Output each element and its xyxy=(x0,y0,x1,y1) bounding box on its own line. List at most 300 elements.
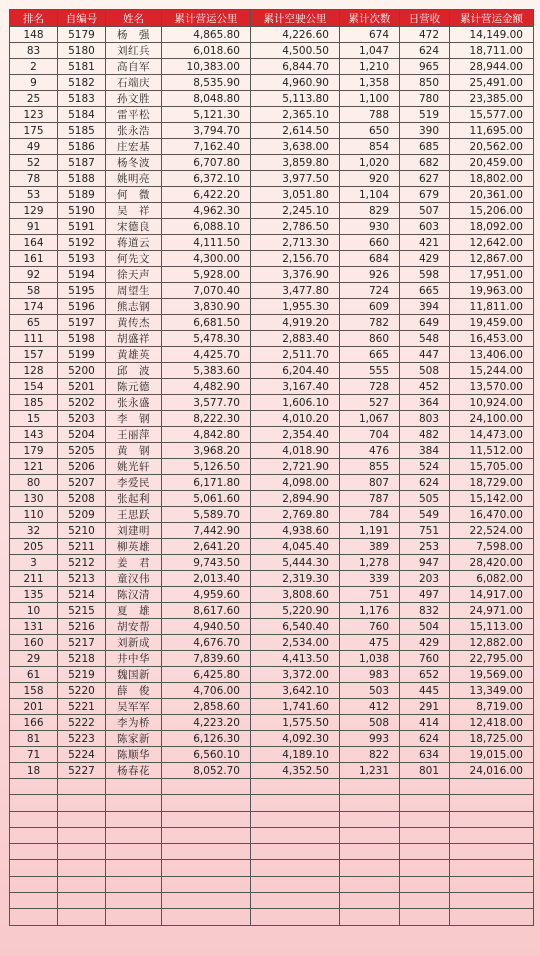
trip-count-cell: 993 xyxy=(340,731,400,747)
rank-cell: 175 xyxy=(10,123,58,139)
trip-count-cell: 1,067 xyxy=(340,411,400,427)
trip-count-cell: 1,038 xyxy=(340,651,400,667)
trip-count-cell: 674 xyxy=(340,27,400,43)
name-cell: 周望生 xyxy=(106,283,162,299)
rank-cell: 157 xyxy=(10,347,58,363)
name-cell: 魏国新 xyxy=(106,667,162,683)
daily-revenue-cell: 624 xyxy=(400,475,450,491)
operating-km-cell: 4,425.70 xyxy=(162,347,251,363)
trip-count-cell: 660 xyxy=(340,235,400,251)
empty-row xyxy=(10,860,534,876)
rank-cell: 154 xyxy=(10,379,58,395)
operating-km-cell: 8,048.80 xyxy=(162,91,251,107)
empty-row xyxy=(10,811,534,827)
operating-km-cell: 5,478.30 xyxy=(162,331,251,347)
empty-cell xyxy=(251,909,340,925)
total-revenue-cell: 15,206.00 xyxy=(450,203,534,219)
id-cell: 5202 xyxy=(58,395,106,411)
daily-revenue-cell: 679 xyxy=(400,187,450,203)
total-revenue-cell: 11,512.00 xyxy=(450,443,534,459)
id-cell: 5186 xyxy=(58,139,106,155)
operating-km-cell: 4,111.50 xyxy=(162,235,251,251)
operating-km-cell: 6,171.80 xyxy=(162,475,251,491)
operating-km-cell: 4,940.50 xyxy=(162,619,251,635)
rank-cell: 3 xyxy=(10,555,58,571)
table-row xyxy=(10,683,534,699)
table-row xyxy=(10,507,534,523)
name-cell: 邱 波 xyxy=(106,363,162,379)
empty-km-cell: 3,477.80 xyxy=(251,283,340,299)
table-row xyxy=(10,475,534,491)
rank-cell: 52 xyxy=(10,155,58,171)
empty-cell xyxy=(450,876,534,892)
name-cell: 何 微 xyxy=(106,187,162,203)
id-cell: 5193 xyxy=(58,251,106,267)
id-cell: 5187 xyxy=(58,155,106,171)
name-cell: 宋德良 xyxy=(106,219,162,235)
total-revenue-cell: 15,705.00 xyxy=(450,459,534,475)
id-header: 自编号 xyxy=(58,10,106,27)
rank-cell: 25 xyxy=(10,91,58,107)
operating-km-cell: 4,482.90 xyxy=(162,379,251,395)
trip-count-cell: 412 xyxy=(340,699,400,715)
total-revenue-cell: 19,963.00 xyxy=(450,283,534,299)
empty-cell xyxy=(251,811,340,827)
daily-revenue-cell: 429 xyxy=(400,635,450,651)
table-row xyxy=(10,171,534,187)
empty-cell xyxy=(10,811,58,827)
operating-km-cell: 7,162.40 xyxy=(162,139,251,155)
name-cell: 姜 君 xyxy=(106,555,162,571)
operating-km-cell: 6,707.80 xyxy=(162,155,251,171)
table-body xyxy=(10,27,534,926)
id-cell: 5218 xyxy=(58,651,106,667)
total-revenue-cell: 12,418.00 xyxy=(450,715,534,731)
operating-km-cell: 7,442.90 xyxy=(162,523,251,539)
total-revenue-cell: 20,562.00 xyxy=(450,139,534,155)
trip-count-header: 累计次数 xyxy=(340,10,400,27)
trip-count-cell: 829 xyxy=(340,203,400,219)
daily-revenue-cell: 624 xyxy=(400,43,450,59)
table-row xyxy=(10,411,534,427)
operating-km-cell: 4,706.00 xyxy=(162,683,251,699)
rank-cell: 121 xyxy=(10,459,58,475)
table-row xyxy=(10,491,534,507)
operating-km-cell: 3,830.90 xyxy=(162,299,251,315)
daily-revenue-cell: 965 xyxy=(400,59,450,75)
empty-cell xyxy=(450,909,534,925)
daily-revenue-cell: 627 xyxy=(400,171,450,187)
empty-cell xyxy=(162,893,251,909)
total-revenue-cell: 12,882.00 xyxy=(450,635,534,651)
empty-km-cell: 4,500.50 xyxy=(251,43,340,59)
table-row xyxy=(10,395,534,411)
empty-cell xyxy=(58,779,106,795)
operating-km-cell: 10,383.00 xyxy=(162,59,251,75)
trip-count-cell: 724 xyxy=(340,283,400,299)
empty-km-cell: 3,372.00 xyxy=(251,667,340,683)
name-cell: 杨 强 xyxy=(106,27,162,43)
rank-cell: 148 xyxy=(10,27,58,43)
id-cell: 5188 xyxy=(58,171,106,187)
table-row xyxy=(10,523,534,539)
name-cell: 蒋道云 xyxy=(106,235,162,251)
daily-revenue-cell: 364 xyxy=(400,395,450,411)
trip-count-cell: 822 xyxy=(340,747,400,763)
empty-km-cell: 4,045.40 xyxy=(251,539,340,555)
rank-cell: 80 xyxy=(10,475,58,491)
table-row xyxy=(10,155,534,171)
rank-cell: 58 xyxy=(10,283,58,299)
name-cell: 张永浩 xyxy=(106,123,162,139)
empty-km-cell: 4,018.90 xyxy=(251,443,340,459)
rank-cell: 81 xyxy=(10,731,58,747)
total-revenue-cell: 14,149.00 xyxy=(450,27,534,43)
empty-km-cell: 2,883.40 xyxy=(251,331,340,347)
empty-cell xyxy=(58,909,106,925)
name-cell: 张永盛 xyxy=(106,395,162,411)
empty-km-cell: 2,511.70 xyxy=(251,347,340,363)
table-row xyxy=(10,715,534,731)
table-row xyxy=(10,699,534,715)
name-cell: 张起利 xyxy=(106,491,162,507)
daily-revenue-cell: 203 xyxy=(400,571,450,587)
id-cell: 5203 xyxy=(58,411,106,427)
empty-cell xyxy=(106,876,162,892)
rank-cell: 53 xyxy=(10,187,58,203)
daily-revenue-cell: 429 xyxy=(400,251,450,267)
trip-count-cell: 1,231 xyxy=(340,763,400,779)
id-cell: 5224 xyxy=(58,747,106,763)
empty-cell xyxy=(251,795,340,811)
trip-count-cell: 784 xyxy=(340,507,400,523)
table-row xyxy=(10,219,534,235)
id-cell: 5197 xyxy=(58,315,106,331)
operating-km-cell: 8,535.90 xyxy=(162,75,251,91)
daily-revenue-cell: 548 xyxy=(400,331,450,347)
rank-cell: 164 xyxy=(10,235,58,251)
id-cell: 5223 xyxy=(58,731,106,747)
daily-revenue-cell: 524 xyxy=(400,459,450,475)
trip-count-cell: 854 xyxy=(340,139,400,155)
total-revenue-cell: 14,473.00 xyxy=(450,427,534,443)
daily-revenue-cell: 253 xyxy=(400,539,450,555)
empty-km-cell: 1,606.10 xyxy=(251,395,340,411)
empty-cell xyxy=(400,844,450,860)
trip-count-cell: 555 xyxy=(340,363,400,379)
table-row xyxy=(10,27,534,43)
daily-revenue-cell: 414 xyxy=(400,715,450,731)
id-cell: 5209 xyxy=(58,507,106,523)
name-cell: 刘红兵 xyxy=(106,43,162,59)
name-header: 姓名 xyxy=(106,10,162,27)
operating-km-cell: 6,560.10 xyxy=(162,747,251,763)
trip-count-cell: 1,104 xyxy=(340,187,400,203)
empty-cell xyxy=(450,795,534,811)
name-cell: 黄雄英 xyxy=(106,347,162,363)
empty-km-cell: 1,741.60 xyxy=(251,699,340,715)
empty-cell xyxy=(162,844,251,860)
empty-cell xyxy=(340,876,400,892)
operating-km-cell: 4,223.20 xyxy=(162,715,251,731)
name-cell: 陈家新 xyxy=(106,731,162,747)
empty-km-cell: 3,638.00 xyxy=(251,139,340,155)
rank-cell: 111 xyxy=(10,331,58,347)
table-row xyxy=(10,123,534,139)
empty-km-cell: 4,092.30 xyxy=(251,731,340,747)
empty-cell xyxy=(162,827,251,843)
total-revenue-cell: 6,082.00 xyxy=(450,571,534,587)
empty-km-cell: 2,894.90 xyxy=(251,491,340,507)
empty-km-cell: 2,786.50 xyxy=(251,219,340,235)
total-revenue-cell: 16,470.00 xyxy=(450,507,534,523)
empty-cell xyxy=(450,827,534,843)
daily-revenue-cell: 394 xyxy=(400,299,450,315)
table-row xyxy=(10,587,534,603)
empty-km-cell: 1,955.30 xyxy=(251,299,340,315)
name-cell: 夏 雄 xyxy=(106,603,162,619)
daily-revenue-cell: 652 xyxy=(400,667,450,683)
id-cell: 5199 xyxy=(58,347,106,363)
operating-km-cell: 6,372.10 xyxy=(162,171,251,187)
operating-km-cell: 5,126.50 xyxy=(162,459,251,475)
operating-km-cell: 2,858.60 xyxy=(162,699,251,715)
operating-km-cell: 5,589.70 xyxy=(162,507,251,523)
operating-km-cell: 3,577.70 xyxy=(162,395,251,411)
daily-revenue-cell: 624 xyxy=(400,731,450,747)
total-revenue-cell: 13,349.00 xyxy=(450,683,534,699)
table-row xyxy=(10,107,534,123)
empty-km-cell: 4,919.20 xyxy=(251,315,340,331)
empty-km-cell: 2,721.90 xyxy=(251,459,340,475)
rank-cell: 211 xyxy=(10,571,58,587)
rank-cell: 135 xyxy=(10,587,58,603)
empty-km-cell: 1,575.50 xyxy=(251,715,340,731)
trip-count-cell: 1,047 xyxy=(340,43,400,59)
table-row xyxy=(10,235,534,251)
trip-count-cell: 665 xyxy=(340,347,400,363)
operating-km-cell: 8,052.70 xyxy=(162,763,251,779)
empty-cell xyxy=(340,860,400,876)
empty-km-cell: 3,167.40 xyxy=(251,379,340,395)
id-cell: 5221 xyxy=(58,699,106,715)
id-cell: 5206 xyxy=(58,459,106,475)
empty-km-cell: 2,769.80 xyxy=(251,507,340,523)
trip-count-cell: 684 xyxy=(340,251,400,267)
daily-revenue-cell: 482 xyxy=(400,427,450,443)
operating-km-cell: 5,061.60 xyxy=(162,491,251,507)
empty-cell xyxy=(340,844,400,860)
trip-count-cell: 782 xyxy=(340,315,400,331)
total-revenue-cell: 15,113.00 xyxy=(450,619,534,635)
trip-count-cell: 728 xyxy=(340,379,400,395)
total-revenue-cell: 28,944.00 xyxy=(450,59,534,75)
empty-cell xyxy=(340,811,400,827)
rank-cell: 129 xyxy=(10,203,58,219)
rank-cell: 32 xyxy=(10,523,58,539)
id-cell: 5194 xyxy=(58,267,106,283)
empty-km-cell: 3,642.10 xyxy=(251,683,340,699)
table-row xyxy=(10,347,534,363)
empty-cell xyxy=(106,779,162,795)
trip-count-cell: 983 xyxy=(340,667,400,683)
ranking-sheet xyxy=(9,9,533,926)
id-cell: 5195 xyxy=(58,283,106,299)
total-revenue-cell: 20,361.00 xyxy=(450,187,534,203)
empty-cell xyxy=(400,779,450,795)
total-revenue-cell: 12,642.00 xyxy=(450,235,534,251)
table-row xyxy=(10,651,534,667)
name-cell: 高自军 xyxy=(106,59,162,75)
total-revenue-cell: 18,711.00 xyxy=(450,43,534,59)
name-cell: 李爱民 xyxy=(106,475,162,491)
table-row xyxy=(10,427,534,443)
empty-cell xyxy=(400,876,450,892)
name-cell: 何先文 xyxy=(106,251,162,267)
rank-cell: 174 xyxy=(10,299,58,315)
empty-cell xyxy=(58,795,106,811)
operating-km-cell: 7,839.60 xyxy=(162,651,251,667)
rank-cell: 49 xyxy=(10,139,58,155)
id-cell: 5182 xyxy=(58,75,106,91)
daily-revenue-cell: 634 xyxy=(400,747,450,763)
empty-km-cell: 2,319.30 xyxy=(251,571,340,587)
id-cell: 5219 xyxy=(58,667,106,683)
empty-cell xyxy=(450,844,534,860)
total-revenue-cell: 18,725.00 xyxy=(450,731,534,747)
id-cell: 5205 xyxy=(58,443,106,459)
table-row xyxy=(10,459,534,475)
table-row xyxy=(10,731,534,747)
empty-km-cell: 4,189.10 xyxy=(251,747,340,763)
rank-cell: 92 xyxy=(10,267,58,283)
trip-count-cell: 855 xyxy=(340,459,400,475)
name-cell: 刘新成 xyxy=(106,635,162,651)
operating-km-cell: 6,422.20 xyxy=(162,187,251,203)
id-cell: 5181 xyxy=(58,59,106,75)
rank-cell: 15 xyxy=(10,411,58,427)
name-cell: 石端庆 xyxy=(106,75,162,91)
daily-revenue-cell: 390 xyxy=(400,123,450,139)
daily-revenue-cell: 447 xyxy=(400,347,450,363)
rank-cell: 161 xyxy=(10,251,58,267)
empty-cell xyxy=(400,860,450,876)
total-revenue-cell: 20,459.00 xyxy=(450,155,534,171)
empty-cell xyxy=(340,893,400,909)
id-cell: 5190 xyxy=(58,203,106,219)
daily-revenue-cell: 291 xyxy=(400,699,450,715)
rank-cell: 91 xyxy=(10,219,58,235)
operating-km-cell: 4,959.60 xyxy=(162,587,251,603)
empty-row xyxy=(10,909,534,925)
rank-cell: 10 xyxy=(10,603,58,619)
empty-cell xyxy=(251,860,340,876)
trip-count-cell: 1,358 xyxy=(340,75,400,91)
empty-km-cell: 2,354.40 xyxy=(251,427,340,443)
total-revenue-cell: 18,729.00 xyxy=(450,475,534,491)
name-cell: 李 钢 xyxy=(106,411,162,427)
operating-km-cell: 3,794.70 xyxy=(162,123,251,139)
trip-count-cell: 920 xyxy=(340,171,400,187)
daily-revenue-cell: 780 xyxy=(400,91,450,107)
daily-revenue-cell: 504 xyxy=(400,619,450,635)
empty-cell xyxy=(58,844,106,860)
table-row xyxy=(10,635,534,651)
trip-count-cell: 1,176 xyxy=(340,603,400,619)
trip-count-cell: 527 xyxy=(340,395,400,411)
empty-km-cell: 2,614.50 xyxy=(251,123,340,139)
rank-cell: 71 xyxy=(10,747,58,763)
operating-km-cell: 8,617.60 xyxy=(162,603,251,619)
name-cell: 庄宏基 xyxy=(106,139,162,155)
operating-km-cell: 4,842.80 xyxy=(162,427,251,443)
empty-cell xyxy=(251,827,340,843)
empty-cell xyxy=(10,844,58,860)
empty-cell xyxy=(340,827,400,843)
empty-cell xyxy=(10,860,58,876)
id-cell: 5212 xyxy=(58,555,106,571)
name-cell: 王丽萍 xyxy=(106,427,162,443)
trip-count-cell: 389 xyxy=(340,539,400,555)
rank-cell: 160 xyxy=(10,635,58,651)
daily-revenue-cell: 665 xyxy=(400,283,450,299)
operating-km-cell: 6,088.10 xyxy=(162,219,251,235)
trip-count-cell: 788 xyxy=(340,107,400,123)
daily-revenue-header: 日营收 xyxy=(400,10,450,27)
daily-revenue-cell: 505 xyxy=(400,491,450,507)
operating-km-cell: 6,126.30 xyxy=(162,731,251,747)
empty-cell xyxy=(450,811,534,827)
name-cell: 陈元德 xyxy=(106,379,162,395)
empty-cell xyxy=(251,893,340,909)
total-revenue-cell: 19,569.00 xyxy=(450,667,534,683)
rank-cell: 201 xyxy=(10,699,58,715)
id-cell: 5191 xyxy=(58,219,106,235)
total-revenue-header: 累计营运金额 xyxy=(450,10,534,27)
empty-km-cell: 3,376.90 xyxy=(251,267,340,283)
empty-cell xyxy=(400,893,450,909)
empty-cell xyxy=(162,876,251,892)
daily-revenue-cell: 384 xyxy=(400,443,450,459)
empty-cell xyxy=(162,811,251,827)
ranking-table xyxy=(9,9,534,926)
operating-km-cell: 5,928.00 xyxy=(162,267,251,283)
id-cell: 5211 xyxy=(58,539,106,555)
name-cell: 陈顺华 xyxy=(106,747,162,763)
empty-cell xyxy=(10,909,58,925)
rank-cell: 158 xyxy=(10,683,58,699)
name-cell: 雷平松 xyxy=(106,107,162,123)
empty-row xyxy=(10,844,534,860)
table-row xyxy=(10,75,534,91)
trip-count-cell: 503 xyxy=(340,683,400,699)
rank-cell: 130 xyxy=(10,491,58,507)
trip-count-cell: 1,020 xyxy=(340,155,400,171)
trip-count-cell: 1,210 xyxy=(340,59,400,75)
empty-km-cell: 2,365.10 xyxy=(251,107,340,123)
id-cell: 5227 xyxy=(58,763,106,779)
table-row xyxy=(10,283,534,299)
id-cell: 5192 xyxy=(58,235,106,251)
rank-cell: 110 xyxy=(10,507,58,523)
id-cell: 5215 xyxy=(58,603,106,619)
empty-cell xyxy=(106,860,162,876)
trip-count-cell: 860 xyxy=(340,331,400,347)
empty-cell xyxy=(106,909,162,925)
total-revenue-cell: 16,453.00 xyxy=(450,331,534,347)
empty-km-cell: 5,113.80 xyxy=(251,91,340,107)
table-row xyxy=(10,315,534,331)
